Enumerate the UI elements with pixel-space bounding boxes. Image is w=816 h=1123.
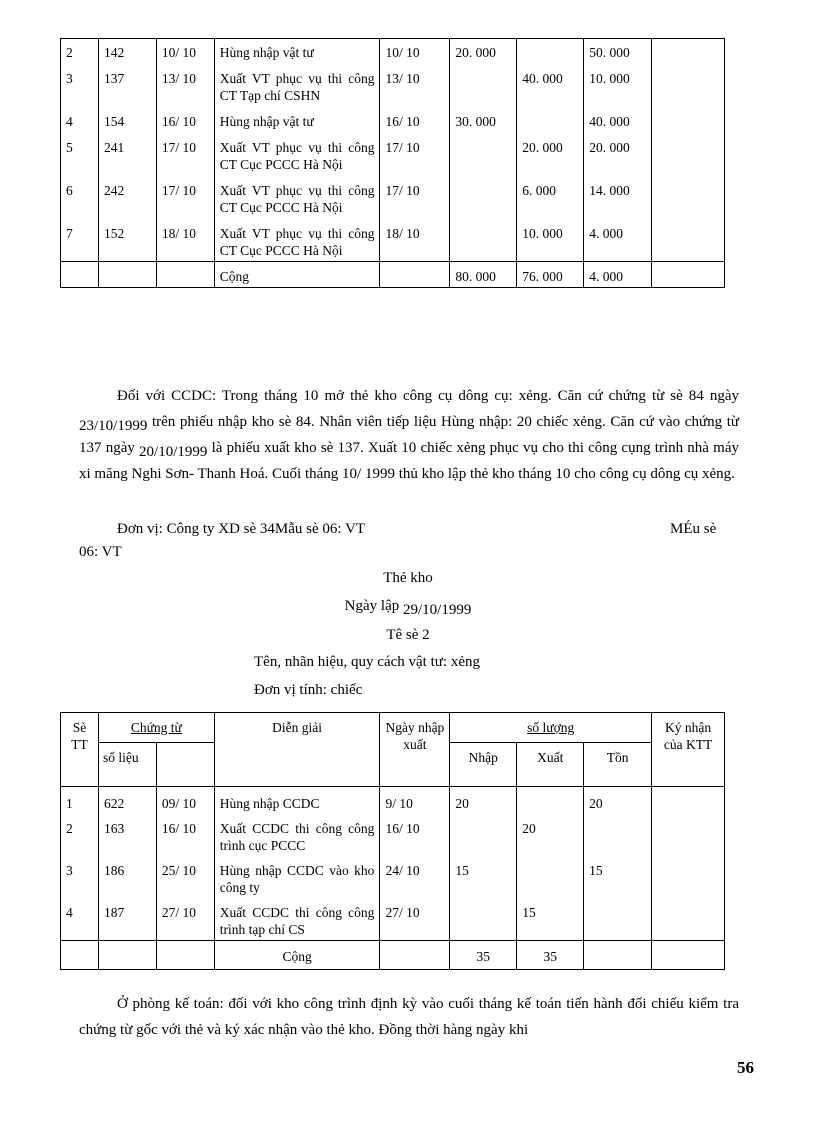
cell [450,63,517,106]
cell: 6 [61,175,99,218]
cell: 2 [61,39,99,64]
cell [450,132,517,175]
cell: Xuất CCDC thi công công trình cục PCCC [214,814,380,856]
card-date: Ngày lập 29/10/1999 [344,598,472,618]
cell: 163 [98,814,156,856]
cell: 35 [450,941,517,970]
cell: Hùng nhập CCDC vào kho công ty [214,856,380,898]
cell: Xuất CCDC thi công công trình tạp chí CS [214,898,380,941]
cell: Cộng [214,941,380,970]
cell: 50. 000 [584,39,652,64]
cell: 1 [61,787,99,815]
cell [652,898,725,941]
cell: 14. 000 [584,175,652,218]
cell: 13/ 10 [380,63,450,106]
col-out: Xuất [517,743,584,787]
cell: 25/ 10 [156,856,214,898]
cell: 80. 000 [450,262,517,288]
cell: 27/ 10 [156,898,214,941]
card-sheet: Tê sè 2 [386,627,430,643]
cell: 187 [98,898,156,941]
header-row [61,713,725,743]
cell: 20 [584,787,652,815]
col-voucher-date [156,743,214,787]
cell: 17/ 10 [156,175,214,218]
table-row [61,39,725,64]
table-row [61,63,725,106]
col-stock: Tồn [584,743,652,787]
table-row [61,132,725,175]
col-stt: Sè TT [61,713,99,787]
cell: 142 [98,39,156,64]
card-item: Tên, nhãn hiệu, quy cách vật tư: xẻng [254,654,480,670]
cell: 16/ 10 [380,106,450,132]
table-row [61,787,725,815]
cell [380,941,450,970]
cell: 15 [450,856,517,898]
cell [517,856,584,898]
cell: Xuất VT phục vụ thi công CT Cục PCCC Hà Nội [214,175,380,218]
cell: 15 [517,898,584,941]
cell: 16/ 10 [156,814,214,856]
table-total-row [61,941,725,970]
cell: 16/ 10 [380,814,450,856]
col-date: Ngày nhập xuất [380,713,450,787]
cell: 10/ 10 [380,39,450,64]
cell [652,63,725,106]
col-in: Nhập [450,743,517,787]
cell: 20. 000 [584,132,652,175]
cell: 3 [61,63,99,106]
cell: 20 [450,787,517,815]
cell: 40. 000 [584,106,652,132]
table-total-row [61,262,725,288]
cell [517,787,584,815]
ccdc-paragraph: Đối với CCDC: Trong tháng 10 mở thẻ kho công cụ dông cụ: xẻng. Căn cứ chứng từ sè 84 ngày 23/10/1999 trên phiếu nhập kho sè 84. Nhân viên tiếp liệu Hùng nhập: 20 chiếc xẻng. Căn cứ vào chứng từ 137 ngày 20/10/1999 là phiếu xuất kho sè 137. Xuất 10 chiếc xẻng phục vụ cho thi công cụng trình nhà máy xi măng Nghi Sơn- Thanh Hoá. Cuối tháng 10/ 1999 thủ kho lập thẻ kho tháng 10 cho công cụ dông cụ xẻng. [79,388,739,482]
cell [652,132,725,175]
cell: 24/ 10 [380,856,450,898]
cell [517,39,584,64]
cell [584,814,652,856]
cell [584,898,652,941]
cell: 154 [98,106,156,132]
cell [652,814,725,856]
cell: 6. 000 [517,175,584,218]
table-row [61,898,725,941]
cell: 17/ 10 [380,132,450,175]
cell [450,898,517,941]
table-row [61,175,725,218]
voucher-date-2: 20/10/1999 [139,444,208,460]
cell [652,941,725,970]
col-qty: số lượng [450,713,652,743]
cell: 20. 000 [517,132,584,175]
col-sign: Ký nhận của KTT [652,713,725,787]
cell [450,175,517,218]
cell: 4. 000 [584,262,652,288]
cell [61,941,99,970]
cell [98,262,156,288]
cell: Xuất VT phục vụ thi công CT Cục PCCC Hà Nội [214,132,380,175]
cell: 17/ 10 [156,132,214,175]
cell: Hùng nhập vật tư [214,106,380,132]
cell: Xuất VT phục vụ thi công CT Tạp chí CSHN [214,63,380,106]
cell: 76. 000 [517,262,584,288]
table-row [61,218,725,262]
cell [450,218,517,262]
page-number: 56 [737,1058,754,1077]
cell: Hùng nhập vật tư [214,39,380,64]
cell: 10. 000 [517,218,584,262]
cell: 242 [98,175,156,218]
cell: 241 [98,132,156,175]
cell: 2 [61,814,99,856]
cell: 4. 000 [584,218,652,262]
col-voucher-no: số liệu [98,743,156,787]
cell: 35 [517,941,584,970]
cell: 4 [61,106,99,132]
cell [652,175,725,218]
cell: 3 [61,856,99,898]
cell: 9/ 10 [380,787,450,815]
cell: 622 [98,787,156,815]
cell [156,262,214,288]
cell [652,39,725,64]
cell [652,262,725,288]
cell: Xuất VT phục vụ thi công CT Cục PCCC Hà Nội [214,218,380,262]
accounting-paragraph: Ở phòng kế toán: đối với kho công trình định kỳ vào cuối tháng kế toán tiến hành đối chiếu kiểm tra chứng từ gốc với thẻ và ký xác nhận vào thẻ kho. Đồng thời hàng ngày khi [79,996,739,1038]
card-unit: Đơn vị tính: chiếc [254,682,363,698]
cell: 18/ 10 [156,218,214,262]
cell: 40. 000 [517,63,584,106]
cell: Hùng nhập CCDC [214,787,380,815]
cell: 09/ 10 [156,787,214,815]
cell: 10/ 10 [156,39,214,64]
cell: 7 [61,218,99,262]
cell [98,941,156,970]
table-row [61,106,725,132]
cell: 5 [61,132,99,175]
cell: 4 [61,898,99,941]
cell [652,856,725,898]
cell: 20 [517,814,584,856]
cell [652,106,725,132]
voucher-date-1: 23/10/1999 [79,418,148,434]
cell: 15 [584,856,652,898]
cell: 137 [98,63,156,106]
cell: 27/ 10 [380,898,450,941]
cell: 17/ 10 [380,175,450,218]
cell [450,814,517,856]
cell: Cộng [214,262,380,288]
cell [156,941,214,970]
cell: 186 [98,856,156,898]
cell: 20. 000 [450,39,517,64]
unit-line-left: Đơn vị: Công ty XD sè 34Mẫu sè 06: VT [117,521,366,537]
unit-line-second: 06: VT [79,544,122,560]
cell: 152 [98,218,156,262]
stock-card-table [60,712,725,970]
card-title: Thẻ kho [383,570,433,586]
cell [380,262,450,288]
cell: 18/ 10 [380,218,450,262]
cell: 10. 000 [584,63,652,106]
table-row [61,814,725,856]
table-row [61,856,725,898]
cell [517,106,584,132]
inventory-ledger-table [60,38,725,288]
unit-line-right: MÉu sè [670,521,717,537]
cell: 16/ 10 [156,106,214,132]
cell [652,218,725,262]
cell: 13/ 10 [156,63,214,106]
cell [584,941,652,970]
col-desc: Diễn giải [214,713,380,787]
cell: 30. 000 [450,106,517,132]
col-voucher: Chứng từ [98,713,214,743]
cell [61,262,99,288]
cell [652,787,725,815]
